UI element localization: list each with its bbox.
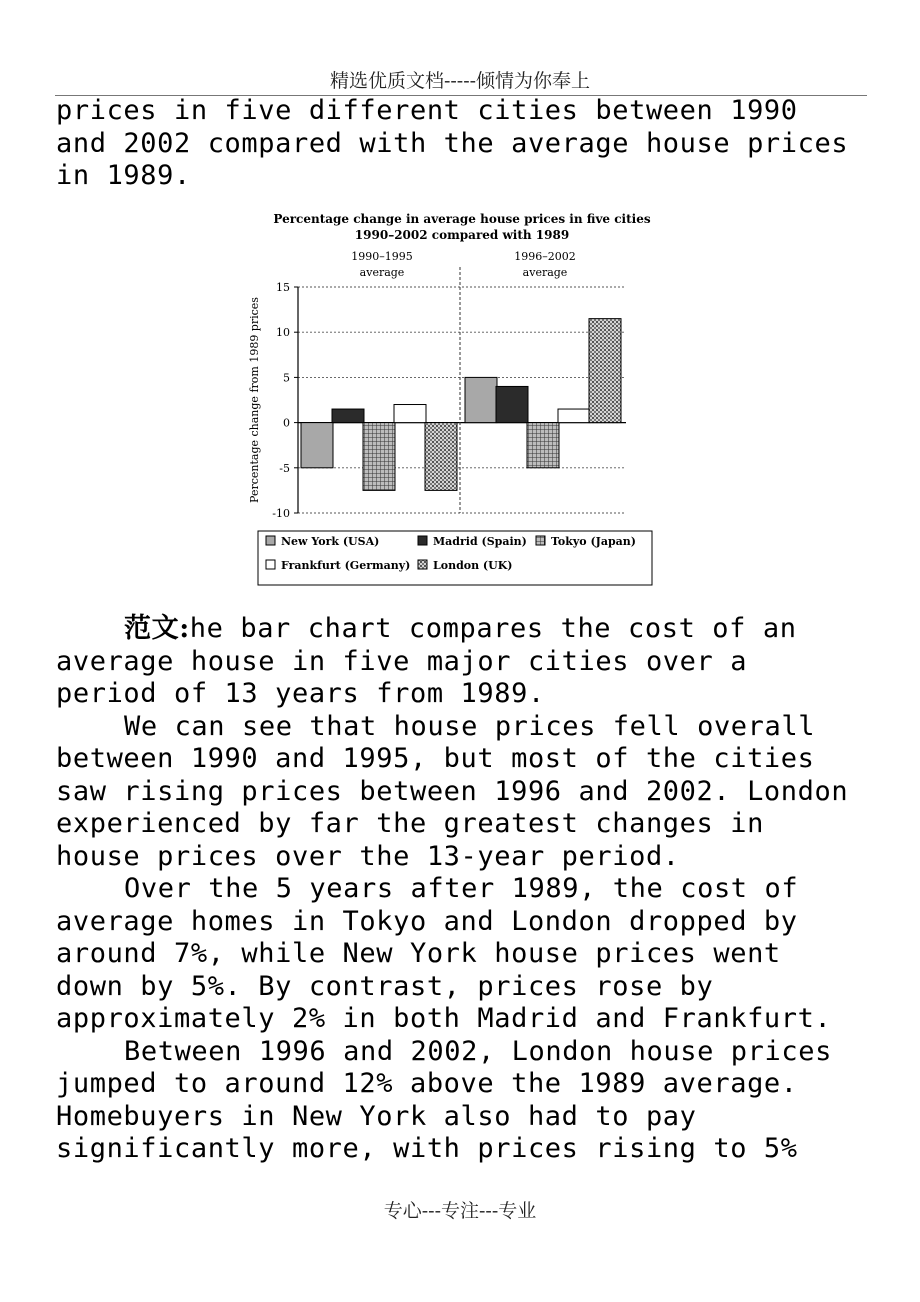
chart-bar <box>558 409 590 423</box>
essay-line <box>56 711 848 744</box>
page-header: 精选优质文档-----倾情为你奉上 <box>329 70 591 92</box>
chart-legend-label: London (UK) <box>433 559 513 572</box>
chart-group-label: average <box>522 266 568 279</box>
essay-line-text: Between 1996 and 2002, London house prices <box>124 1035 832 1067</box>
chart-group-label: average <box>359 266 405 279</box>
essay-line <box>56 743 848 776</box>
chart-bar <box>496 386 528 422</box>
essay-line <box>56 1133 848 1166</box>
chart-title: Percentage change in average house prices in five cities <box>273 212 651 226</box>
chart-legend-swatch <box>536 536 545 545</box>
chart-legend-swatch <box>418 536 427 545</box>
essay-line <box>56 678 848 711</box>
chart-title: 1990–2002 compared with 1989 <box>354 228 570 242</box>
essay-line <box>56 938 848 971</box>
essay-line <box>56 613 848 646</box>
essay-line-text: jumped to around 12% above the 1989 average. <box>56 1068 798 1099</box>
bar-chart-svg <box>240 205 670 590</box>
chart-legend-label: New York (USA) <box>281 535 380 548</box>
essay-line-text: he bar chart compares the cost of an <box>189 613 797 644</box>
chart-y-tick-label: 0 <box>283 416 290 430</box>
essay-line <box>56 1068 848 1101</box>
essay-line-text: average house in five major cities over a <box>56 645 748 677</box>
essay-line <box>56 1003 848 1036</box>
essay-line-text: Homebuyers in New York also had to pay <box>56 1100 697 1132</box>
chart-legend-swatch <box>418 560 427 569</box>
chart-y-tick-label: -10 <box>272 507 290 520</box>
chart-y-axis-label: Percentage change from 1989 prices <box>248 297 261 503</box>
essay-line-text: house prices over the 13-year period. <box>56 840 680 872</box>
essay-line-text: saw rising prices between 1996 and 2002. London <box>56 775 849 807</box>
essay-line-text: average homes in Tokyo and London dropped by <box>56 905 798 937</box>
chart-legend-label: Frankfurt (Germany) <box>281 559 411 572</box>
intro-line: prices in five different cities between 1990 <box>56 95 798 126</box>
essay-line <box>56 808 848 841</box>
chart-bar <box>301 423 333 468</box>
essay-label: 范文: <box>124 613 190 644</box>
chart-y-tick-label: 5 <box>283 371 290 385</box>
essay-line-text: period of 13 years from 1989. <box>56 678 545 709</box>
chart-bar <box>332 409 364 423</box>
essay <box>56 613 848 1166</box>
essay-line-text: experienced by far the greatest changes in <box>56 808 764 839</box>
chart-group-label: 1996–2002 <box>514 250 576 263</box>
essay-line-text: Over the 5 years after 1989, the cost of <box>124 873 799 904</box>
chart-y-tick-label: 15 <box>276 281 290 294</box>
essay-line-text: down by 5%. By contrast, prices rose by <box>56 970 714 1002</box>
essay-line <box>56 841 848 874</box>
chart-bar <box>465 377 497 422</box>
essay-line <box>56 971 848 1004</box>
chart-legend-label: Tokyo (Japan) <box>551 535 636 548</box>
essay-line <box>56 873 848 906</box>
intro-line: in 1989. <box>56 160 191 191</box>
essay-line <box>56 1036 848 1069</box>
essay-line <box>56 776 848 809</box>
chart-legend-label: Madrid (Spain) <box>433 535 527 548</box>
bar-chart <box>240 205 670 590</box>
chart-y-tick-label: 10 <box>276 326 290 340</box>
essay-line <box>56 906 848 939</box>
chart-y-tick-label: -5 <box>279 461 290 475</box>
essay-line-text: between 1990 and 1995, but most of the cities <box>56 743 815 774</box>
chart-legend-swatch <box>266 536 275 545</box>
chart-group-label: 1990–1995 <box>351 250 413 263</box>
page-footer: 专心---专注---专业 <box>383 1200 537 1222</box>
chart-bar <box>363 423 395 491</box>
essay-line-text: We can see that house prices fell overall <box>124 710 816 742</box>
chart-bar <box>425 423 457 491</box>
intro-paragraph <box>56 95 848 193</box>
chart-legend-swatch <box>266 560 275 569</box>
essay-line <box>56 646 848 679</box>
essay-line-text: approximately 2% in both Madrid and Frankfurt. <box>56 1003 832 1034</box>
chart-bar <box>527 423 559 468</box>
essay-line <box>56 1101 848 1134</box>
intro-line: and 2002 compared with the average house prices <box>56 127 849 159</box>
essay-line-text: significantly more, with prices rising to 5% <box>56 1133 798 1164</box>
essay-line-text: around 7%, while New York house prices went <box>56 938 781 969</box>
chart-bar <box>394 405 426 423</box>
chart-bar <box>589 319 621 423</box>
